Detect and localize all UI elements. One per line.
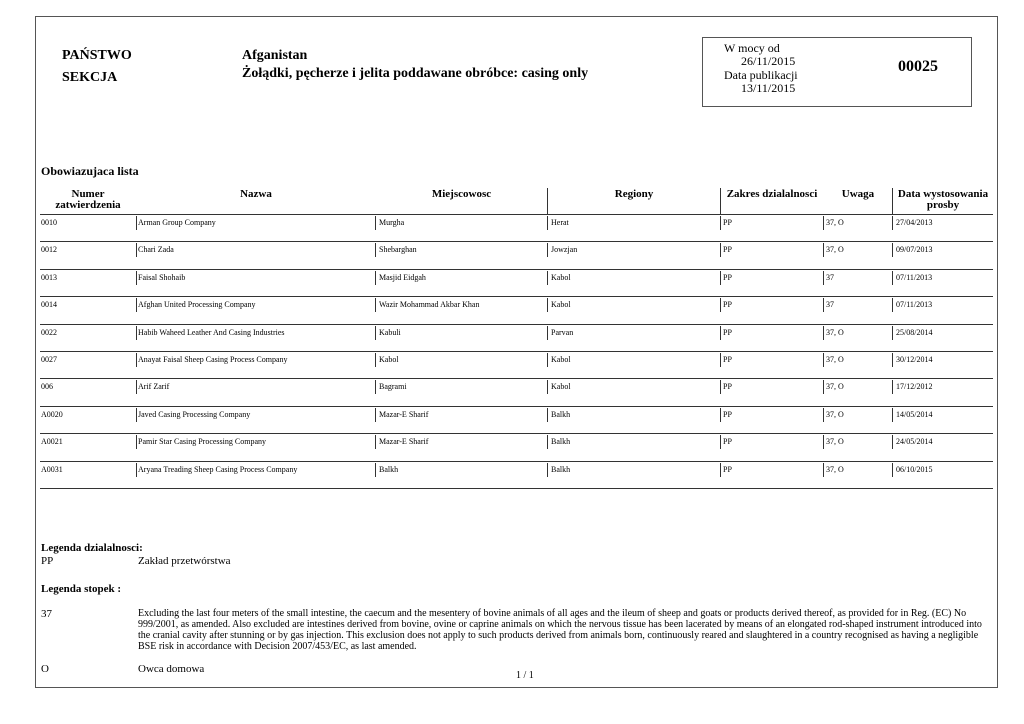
cell-divider — [720, 380, 721, 394]
cell-divider — [547, 435, 548, 449]
cell-divider — [720, 408, 721, 422]
cell-divider — [375, 353, 376, 367]
cell-uwaga: 37, O — [826, 410, 844, 419]
header-nazwa: Nazwa — [240, 188, 272, 200]
cell-divider — [823, 408, 824, 422]
info-box — [702, 37, 972, 107]
cell-region: Balkh — [551, 410, 571, 419]
cell-divider — [375, 463, 376, 477]
cell-miejscowosc: Kabol — [379, 355, 399, 364]
cell-zakres: PP — [723, 300, 732, 309]
row-rule — [40, 241, 993, 242]
cell-region: Balkh — [551, 465, 571, 474]
cell-region: Herat — [551, 218, 569, 227]
header-zakres: Zakres dzialalnosci — [726, 188, 818, 200]
w-mocy-od-date: 26/11/2015 — [741, 54, 796, 68]
header-divider — [892, 188, 893, 214]
cell-divider — [892, 408, 893, 422]
sekcja-label: SEKCJA — [62, 70, 118, 85]
cell-region: Balkh — [551, 437, 571, 446]
cell-miejscowosc: Shebarghan — [379, 245, 417, 254]
cell-divider — [375, 243, 376, 257]
row-rule — [40, 351, 993, 352]
legend-notes-title: Legenda stopek : — [41, 583, 122, 595]
cell-data: 07/11/2013 — [896, 300, 933, 309]
country-name: Afganistan — [242, 48, 308, 63]
page-number: 1 / 1 — [516, 670, 534, 681]
cell-divider — [375, 271, 376, 285]
cell-miejscowosc: Wazir Mohammad Akbar Khan — [379, 300, 480, 309]
cell-divider — [136, 463, 137, 477]
cell-numer: A0031 — [41, 465, 63, 474]
data-publikacji-label: Data publikacji — [724, 68, 798, 82]
cell-divider — [892, 353, 893, 367]
cell-data: 14/05/2014 — [896, 410, 933, 419]
cell-uwaga: 37, O — [826, 465, 844, 474]
row-rule — [40, 269, 993, 270]
cell-divider — [375, 380, 376, 394]
w-mocy-od-label: W mocy od — [724, 41, 780, 55]
cell-divider — [720, 216, 721, 230]
header-divider — [547, 188, 548, 214]
cell-divider — [892, 298, 893, 312]
cell-miejscowosc: Balkh — [379, 465, 399, 474]
cell-uwaga: 37, O — [826, 218, 844, 227]
cell-divider — [892, 380, 893, 394]
header-uwaga: Uwaga — [841, 188, 875, 200]
cell-divider — [720, 271, 721, 285]
cell-numer: A0020 — [41, 410, 63, 419]
cell-divider — [547, 408, 548, 422]
cell-numer: A0021 — [41, 437, 63, 446]
cell-miejscowosc: Bagrami — [379, 382, 407, 391]
cell-nazwa: Javed Casing Processing Company — [138, 410, 251, 419]
cell-nazwa: Arman Group Company — [138, 218, 216, 227]
cell-numer: 0010 — [41, 218, 57, 227]
cell-divider — [547, 326, 548, 340]
legend-activity-title: Legenda dzialalnosci: — [41, 542, 143, 554]
cell-nazwa: Aryana Treading Sheep Casing Process Company — [138, 465, 298, 474]
row-rule — [40, 461, 993, 462]
header-regiony: Regiony — [614, 188, 654, 200]
cell-divider — [547, 243, 548, 257]
cell-divider — [823, 243, 824, 257]
cell-nazwa: Chari Zada — [138, 245, 174, 254]
list-title: Obowiazujaca lista — [41, 164, 139, 178]
cell-divider — [547, 380, 548, 394]
cell-zakres: PP — [723, 355, 732, 364]
cell-divider — [375, 408, 376, 422]
cell-divider — [136, 271, 137, 285]
cell-data: 07/11/2013 — [896, 273, 933, 282]
cell-miejscowosc: Murgha — [379, 218, 405, 227]
cell-zakres: PP — [723, 465, 732, 474]
cell-divider — [375, 216, 376, 230]
row-rule — [40, 406, 993, 407]
cell-divider — [720, 298, 721, 312]
cell-uwaga: 37, O — [826, 382, 844, 391]
cell-zakres: PP — [723, 382, 732, 391]
legend-note-text: Owca domowa — [138, 663, 205, 675]
cell-data: 27/04/2013 — [896, 218, 933, 227]
cell-divider — [720, 243, 721, 257]
cell-nazwa: Afghan United Processing Company — [138, 300, 256, 309]
cell-divider — [375, 298, 376, 312]
header-numer-line1: Numer — [71, 188, 105, 200]
cell-miejscowosc: Kabuli — [379, 328, 401, 337]
cell-zakres: PP — [723, 437, 732, 446]
row-rule — [40, 488, 993, 489]
cell-zakres: PP — [723, 245, 732, 254]
cell-divider — [823, 353, 824, 367]
header-miejscowosc: Miejscowosc — [431, 188, 492, 200]
row-rule — [40, 324, 993, 325]
cell-data: 30/12/2014 — [896, 355, 933, 364]
cell-divider — [823, 326, 824, 340]
legend-activity-code: PP — [41, 555, 54, 567]
cell-miejscowosc: Mazar-E Sharif — [379, 437, 429, 446]
cell-data: 24/05/2014 — [896, 437, 933, 446]
header-data-line1: Data wystosowania — [897, 188, 989, 200]
cell-uwaga: 37, O — [826, 437, 844, 446]
cell-uwaga: 37, O — [826, 245, 844, 254]
cell-divider — [136, 326, 137, 340]
cell-uwaga: 37 — [826, 300, 834, 309]
cell-divider — [136, 435, 137, 449]
cell-divider — [892, 435, 893, 449]
cell-miejscowosc: Masjid Eidgah — [379, 273, 426, 282]
cell-numer: 0022 — [41, 328, 57, 337]
legend-note-code: 37 — [41, 608, 52, 620]
row-rule — [40, 296, 993, 297]
cell-divider — [375, 326, 376, 340]
cell-data: 09/07/2013 — [896, 245, 933, 254]
cell-region: Kabol — [551, 355, 571, 364]
cell-uwaga: 37, O — [826, 355, 844, 364]
cell-nazwa: Anayat Faisal Sheep Casing Process Company — [138, 355, 288, 364]
cell-numer: 0027 — [41, 355, 57, 364]
cell-miejscowosc: Mazar-E Sharif — [379, 410, 429, 419]
cell-divider — [823, 435, 824, 449]
cell-uwaga: 37 — [826, 273, 834, 282]
cell-divider — [892, 243, 893, 257]
cell-region: Kabol — [551, 300, 571, 309]
legend-note-code: O — [41, 663, 49, 675]
cell-nazwa: Pamir Star Casing Processing Company — [138, 437, 266, 446]
cell-divider — [720, 326, 721, 340]
cell-numer: 0012 — [41, 245, 57, 254]
cell-divider — [720, 463, 721, 477]
cell-divider — [547, 271, 548, 285]
cell-divider — [720, 353, 721, 367]
cell-divider — [823, 298, 824, 312]
cell-divider — [136, 408, 137, 422]
cell-divider — [892, 326, 893, 340]
cell-divider — [136, 243, 137, 257]
cell-numer: 006 — [41, 382, 53, 391]
cell-divider — [547, 353, 548, 367]
cell-divider — [375, 435, 376, 449]
cell-zakres: PP — [723, 410, 732, 419]
cell-divider — [892, 216, 893, 230]
cell-divider — [547, 216, 548, 230]
cell-region: Kabol — [551, 273, 571, 282]
cell-data: 25/08/2014 — [896, 328, 933, 337]
cell-uwaga: 37, O — [826, 328, 844, 337]
header-data — [893, 189, 993, 211]
cell-divider — [823, 380, 824, 394]
cell-numer: 0013 — [41, 273, 57, 282]
cell-divider — [136, 298, 137, 312]
header-numer-line2: zatwierdzenia — [55, 199, 121, 211]
row-rule — [40, 378, 993, 379]
cell-region: Parvan — [551, 328, 574, 337]
panstwo-label: PAŃSTWO — [62, 48, 132, 63]
cell-region: Jowzjan — [551, 245, 578, 254]
header-divider — [720, 188, 721, 214]
cell-nazwa: Arif Zarif — [138, 382, 170, 391]
cell-divider — [823, 463, 824, 477]
cell-data: 06/10/2015 — [896, 465, 933, 474]
cell-divider — [823, 216, 824, 230]
cell-zakres: PP — [723, 273, 732, 282]
header-numer — [40, 189, 136, 211]
cell-divider — [892, 271, 893, 285]
legend-activity-text: Zakład przetwórstwa — [138, 555, 231, 567]
row-rule — [40, 214, 993, 215]
cell-data: 17/12/2012 — [896, 382, 933, 391]
cell-divider — [892, 463, 893, 477]
cell-region: Kabol — [551, 382, 571, 391]
cell-nazwa: Habib Waheed Leather And Casing Industries — [138, 328, 285, 337]
cell-divider — [136, 380, 137, 394]
cell-nazwa: Faisal Shohaib — [138, 273, 186, 282]
page-frame — [35, 16, 998, 688]
cell-numer: 0014 — [41, 300, 57, 309]
cell-divider — [136, 353, 137, 367]
cell-divider — [136, 216, 137, 230]
cell-divider — [720, 435, 721, 449]
data-publikacji-date: 13/11/2015 — [741, 81, 796, 95]
cell-zakres: PP — [723, 218, 732, 227]
legend-note-text: Excluding the last four meters of the small intestine, the caecum and the mesentery of bovine animals of all ages and the ileum of sheep and goats or products derived thereof, as provided for in Reg. (EC) No 999/2001, as amended. Also excluded are intestines derived from bovine, ovine or caprine animals on which the nervous tissue has been lacerated by means of an elongated rod-shaped instrument introduced into the cranial cavity after stunning or by gas injection. This exclusion does not apply to such products derived from animals born, continuously reared and slaughtered in a country recognised as having a negligible BSE risk in accordance with Decision 2007/453/EC, as last amended. — [138, 608, 982, 652]
cell-divider — [547, 298, 548, 312]
section-name: Żołądki, pęcherze i jelita poddawane obróbce: casing only — [242, 66, 589, 81]
document-number: 00025 — [898, 58, 938, 75]
cell-zakres: PP — [723, 328, 732, 337]
cell-divider — [823, 271, 824, 285]
header-data-line2: prosby — [926, 199, 960, 211]
cell-divider — [547, 463, 548, 477]
row-rule — [40, 433, 993, 434]
